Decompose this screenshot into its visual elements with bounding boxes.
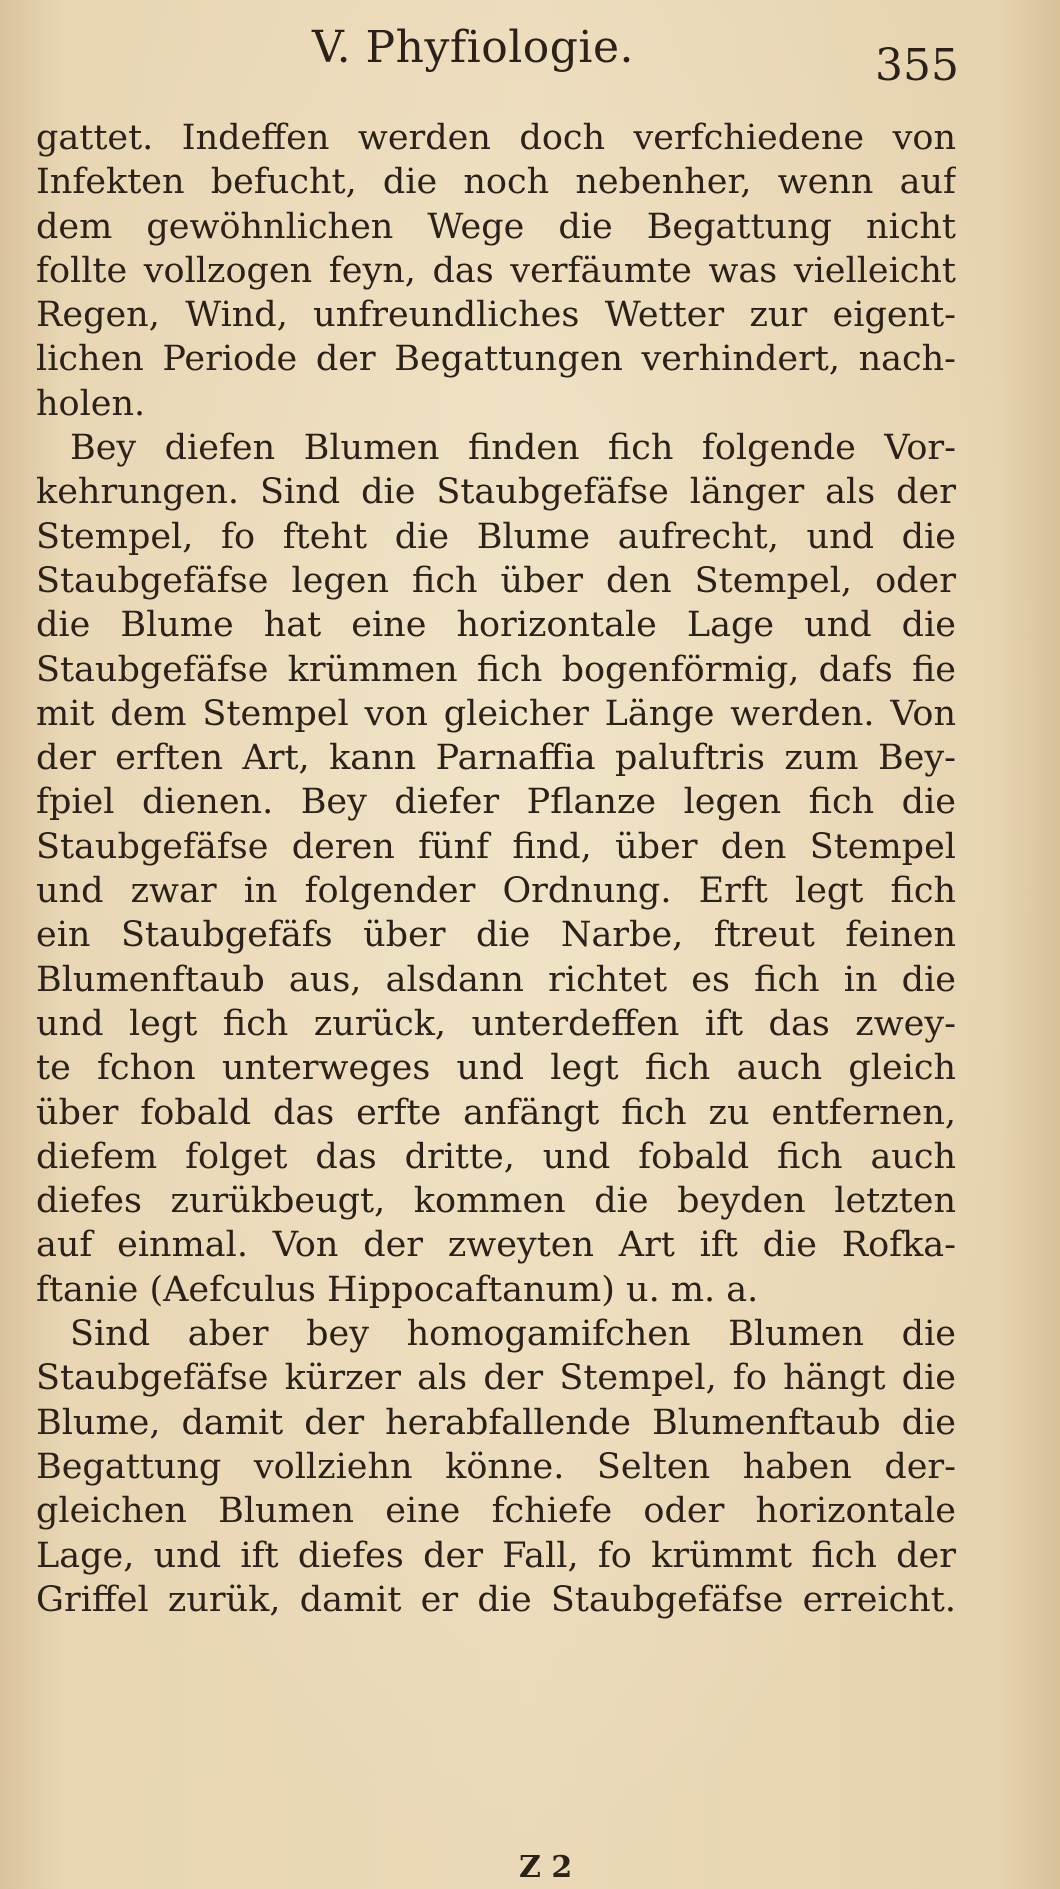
text-line: diefes zurükbeugt, kommen die beyden letzten [36,1181,956,1222]
text-line: und legt fich zurück, unterdeffen ift das zwey- [36,1003,956,1044]
text-line: Infekten befucht, die noch nebenher, wenn auf [36,162,956,203]
text-line: holen. [36,383,146,424]
text-line: Staubgefäfse kürzer als der Stempel, fo hängt die [36,1358,956,1399]
text-line: Blumenftaub aus, alsdann richtet es fich in die [36,959,956,1000]
text-line: Bey diefen Blumen finden fich folgende Vor- [70,428,956,469]
text-line: ftanie (Aefculus Hippocaftanum) u. m. a. [36,1269,759,1310]
text-line: follte vollzogen feyn, das verfäumte was vielleicht [36,250,956,291]
page-number: 355 [875,40,959,91]
text-line: Begattung vollziehn könne. Selten haben der- [36,1446,956,1487]
text-line: diefem folget das dritte, und fobald fich auch [36,1136,956,1177]
text-line: über fobald das erfte anfängt fich zu entfernen, [36,1092,956,1133]
text-line: Staubgefäfse deren fünf find, über den Stempel [36,826,956,867]
text-line: Blume, damit der herabfallende Blumenftaub die [36,1402,956,1443]
text-line: Stempel, fo fteht die Blume aufrecht, und die [36,516,956,557]
text-line: gleichen Blumen eine fchiefe oder horizontale [36,1491,956,1532]
text-line: Staubgefäfse legen fich über den Stempel, oder [36,560,956,601]
text-line: die Blume hat eine horizontale Lage und die [36,605,956,646]
text-line: Regen, Wind, unfreundliches Wetter zur eigent- [36,295,956,336]
text-line: lichen Periode der Begattungen verhindert, nach- [36,339,956,380]
text-line: auf einmal. Von der zweyten Art ift die Rofka- [36,1225,956,1266]
text-line: te fchon unterweges und legt fich auch gleich [36,1048,956,1089]
text-line: fpiel dienen. Bey diefer Pflanze legen fich die [36,782,956,823]
text-line: und zwar in folgender Ordnung. Erft legt fich [36,871,956,912]
text-line: mit dem Stempel von gleicher Länge werden. Von [36,693,956,734]
running-head: V. Phyfiologie. [312,22,635,73]
text-line: Sind aber bey homogamifchen Blumen die [70,1314,956,1355]
text-line: Lage, und ift diefes der Fall, fo krümmt fich der [36,1535,956,1576]
text-line: der erften Art, kann Parnaffia paluftris zum Bey- [36,738,956,779]
text-line: dem gewöhnlichen Wege die Begattung nicht [36,206,956,247]
text-line: Griffel zurük, damit er die Staubgefäfse erreicht. [36,1579,956,1620]
text-line: Staubgefäfse krümmen fich bogenförmig, dafs fie [36,649,956,690]
page-header [0,22,1060,92]
body-text [36,116,956,1622]
signature-mark: Z 2 [519,1850,573,1885]
text-line: ein Staubgefäfs über die Narbe, ftreut feinen [36,915,956,956]
text-line: kehrungen. Sind die Staubgefäfse länger als der [36,472,956,513]
text-line: gattet. Indeffen werden doch verfchiedene von [36,118,956,158]
